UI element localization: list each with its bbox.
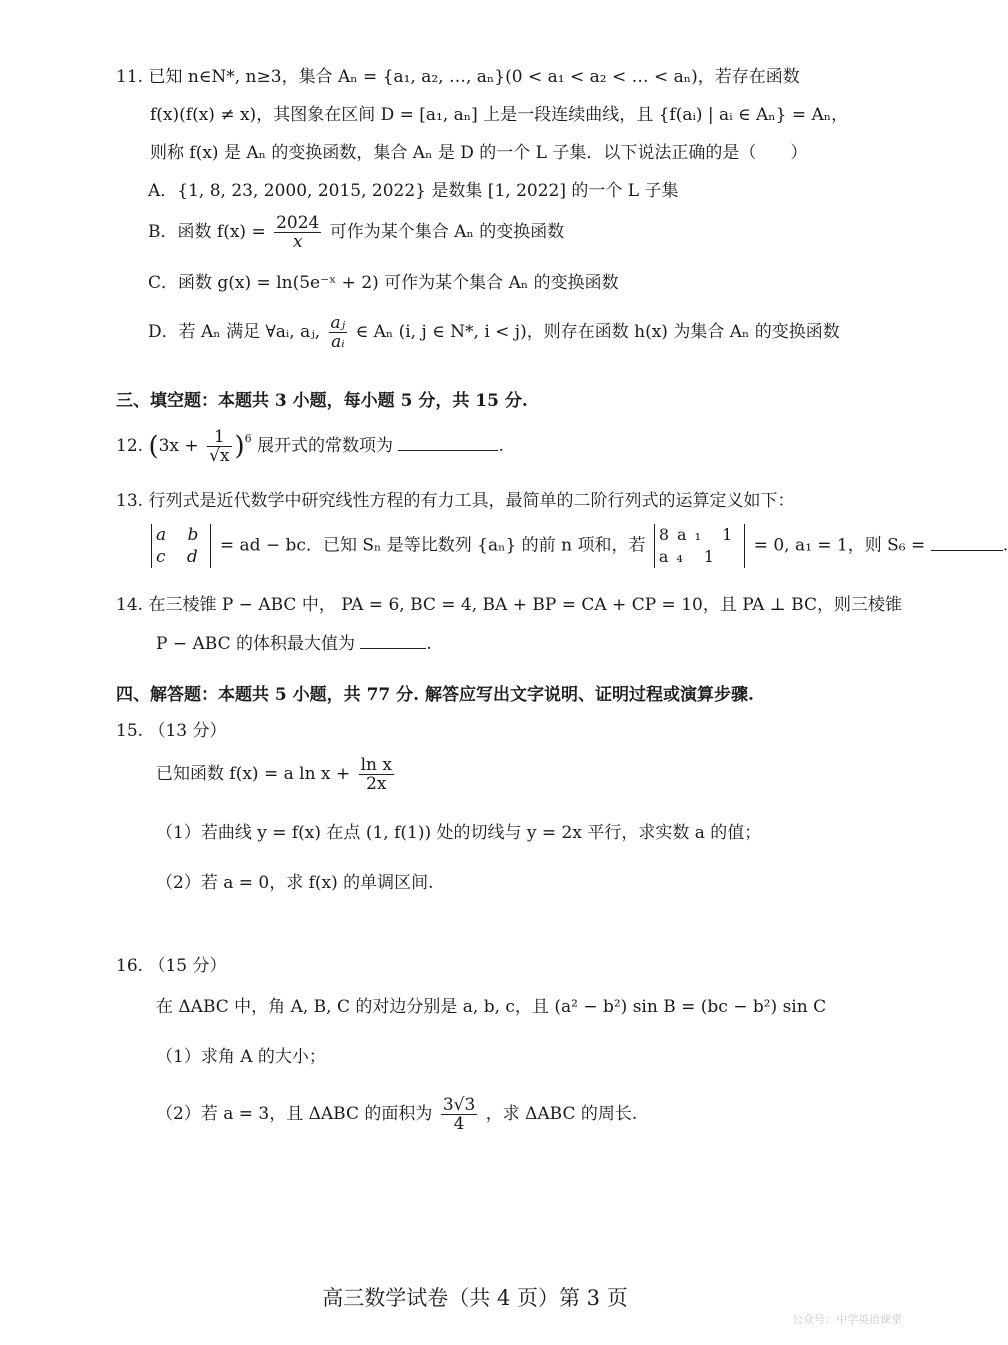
q11-option-d-denominator: aᵢ: [331, 332, 345, 352]
q14-line2-text: P − ABC 的体积最大值为: [156, 634, 355, 654]
watermark: 公众号：中学英语课堂: [792, 1313, 902, 1326]
q11-option-d: [148, 314, 840, 351]
q14-line1: 14. 在三棱锥 P − ABC 中， PA = 6, BC = 4, BA + BP = CA + CP = 10，且 PA ⊥ BC，则三棱锥: [116, 595, 902, 615]
q12-denominator: √x: [209, 446, 230, 466]
q11-option-d-post: ∈ Aₙ (i, j ∈ N*, i < j)，则存在函数 h(x) 为集合 Aₙ 的变换函数: [355, 322, 840, 342]
q11-option-d-fraction: [329, 314, 348, 351]
q14-line2: P − ABC 的体积最大值为 .: [156, 634, 432, 654]
q11-option-d-numerator: aⱼ: [330, 313, 346, 333]
q11-option-b-fraction: [274, 214, 321, 251]
q15-numerator: ln x: [360, 755, 392, 775]
q13-determinant-condition: [654, 524, 745, 568]
q15-part-2: （2）若 a = 0，求 f(x) 的单调区间.: [156, 873, 434, 893]
q16-denominator: 4: [453, 1114, 465, 1134]
section-3-heading: 三、填空题：本题共 3 小题，每小题 5 分，共 15 分.: [116, 391, 528, 411]
q12-right-paren: ): [234, 431, 245, 462]
q11-line2: f(x)(f(x) ≠ x)，其图象在区间 D = [a₁, aₙ] 上是一段连续曲线，且 {f(aᵢ) | aᵢ ∈ Aₙ} = Aₙ，: [150, 105, 849, 125]
q12-expr-pre: 3x +: [158, 436, 199, 456]
q11-option-b-denominator: x: [292, 232, 303, 252]
q16-heading: 16. （15 分）: [116, 956, 227, 976]
q15-heading: 15. （13 分）: [116, 721, 227, 741]
q13-det2-row2: a₄ 1: [658, 547, 723, 566]
q13-end-text: = 0, a₁ = 1，则 S₆ =: [753, 535, 926, 556]
q11-option-b-post: 可作为某个集合 Aₙ 的变换函数: [329, 222, 565, 242]
q12-exponent: 6: [244, 432, 252, 445]
q15-given: [156, 756, 397, 804]
q15-fraction: [359, 756, 394, 793]
q11-option-d-pre: D．若 Aₙ 满足 ∀aᵢ, aⱼ,: [148, 322, 321, 342]
q12-text: 展开式的常数项为: [257, 436, 394, 456]
q11-option-b: [148, 214, 564, 251]
q13-det1-row2: c d: [156, 547, 206, 567]
q15-denominator: 2x: [366, 774, 387, 794]
q11-option-b-pre: B．函数 f(x) =: [148, 222, 266, 242]
q11-option-c: C．函数 g(x) = ln(5e⁻ˣ + 2) 可作为某个集合 Aₙ 的变换函数: [148, 273, 619, 293]
q11-line3: 则称 f(x) 是 Aₙ 的变换函数，集合 Aₙ 是 D 的一个 L 子集．以下说法正确的是（ ）: [150, 143, 808, 163]
q12-numerator: 1: [207, 428, 231, 447]
q16-part-1: （1）求角 A 的大小；: [156, 1047, 326, 1067]
q16-numerator: 3√3: [442, 1095, 476, 1115]
q13-det2-row1: 8a₁ 1: [658, 525, 741, 544]
q12-number: 12.: [116, 436, 144, 456]
q13-line2: a b c d = ad − bc．已知 Sₙ 是等比数列 {aₙ} 的前 n 项和，若 8a₁ 1 a₄ 1 = 0, a₁ = 1，则 S₆ = .: [148, 524, 1008, 576]
q12: 12. (3x + $\frac{1}{√x}$ )$^6$ 展开式的常数项为 .: [116, 427, 504, 466]
page-footer: 高三数学试卷（共 4 页）第 3 页: [322, 1286, 628, 1310]
q16-fraction: [441, 1096, 477, 1133]
section-4-heading: 四、解答题：本题共 5 小题，共 77 分. 解答应写出文字说明、证明过程或演算步骤.: [116, 685, 754, 705]
q13-middle-text: = ad − bc．已知 Sₙ 是等比数列 {aₙ} 的前 n 项和，若: [219, 535, 646, 556]
q11-option-a: A．{1, 8, 23, 2000, 2015, 2022} 是数集 [1, 2022] 的一个 L 子集: [148, 181, 679, 201]
q16-part-2-post: ，求 ΔABC 的周长.: [485, 1104, 638, 1124]
q13-determinant-definition: [151, 524, 211, 568]
q16-part-2-pre: （2）若 a = 3，且 ΔABC 的面积为: [156, 1104, 433, 1124]
q15-given-text: 已知函数 f(x) = a ln x +: [156, 764, 351, 784]
q13-answer-blank: [931, 534, 1003, 551]
q11-line1: 11. 已知 n∈N*, n≥3，集合 Aₙ = {a₁, a₂, …, aₙ}(0 < a₁ < a₂ < … < aₙ)，若存在函数: [116, 67, 800, 87]
q15-part-1: （1）若曲线 y = f(x) 在点 (1, f(1)) 处的切线与 y = 2x 平行，求实数 a 的值；: [156, 823, 762, 843]
q12-answer-blank: [398, 434, 498, 451]
q13-line1: 13. 行列式是近代数学中研究线性方程的有力工具，最简单的二阶行列式的运算定义如下：: [116, 491, 795, 511]
q12-left-paren: (: [148, 431, 159, 462]
q13-det1-row1: a b: [156, 525, 207, 545]
q14-answer-blank: [360, 632, 426, 649]
q11-option-b-numerator: 2024: [276, 213, 320, 233]
q16-part-2: [156, 1096, 637, 1144]
q16-given: 在 ΔABC 中，角 A, B, C 的对边分别是 a, b, c，且 (a² − b²) sin B = (bc − b²) sin C: [156, 997, 827, 1017]
q12-fraction: [207, 428, 231, 465]
